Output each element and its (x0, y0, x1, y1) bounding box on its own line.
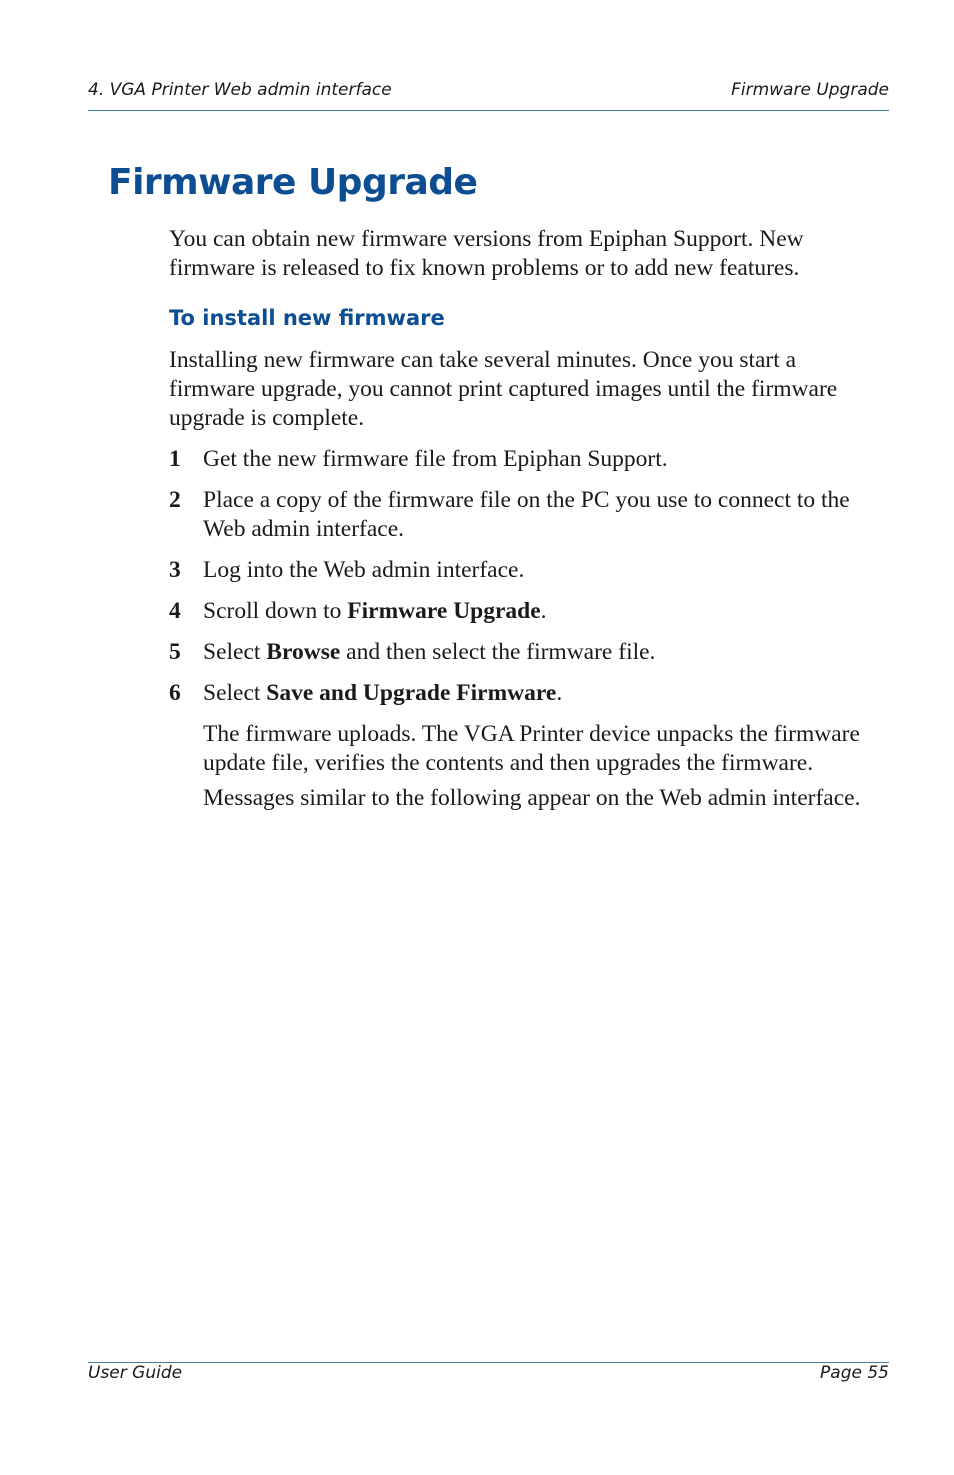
step-number: 5 (169, 639, 181, 665)
page-header (88, 78, 889, 111)
step-result (169, 720, 869, 813)
step-ui-label: Firmware Upgrade (347, 598, 541, 624)
step-text: Get the new firmware file from Epiphan Support. (203, 446, 668, 472)
step-ui-label: Browse (266, 639, 341, 665)
step-number: 1 (169, 446, 181, 472)
step-text-pre: Select (203, 680, 267, 706)
page-title: Firmware Upgrade (108, 162, 478, 203)
step-text: Place a copy of the firmware file on the PC you use to connect to the Web admin interface. (203, 487, 850, 542)
step-text-post: . (556, 680, 563, 706)
page-number: Page 55 (820, 1363, 889, 1383)
description-paragraph: Installing new firmware can take several minutes. Once you start a firmware upgrade, you cannot print captured images until the firmware upgrade is complete. (169, 347, 838, 431)
header-chapter: 4. VGA Printer Web admin interface (88, 80, 392, 100)
header-section: Firmware Upgrade (731, 80, 889, 100)
step-text-pre: Select (203, 639, 267, 665)
step-item (169, 486, 869, 544)
result-paragraph: Messages similar to the following appear on the Web admin interface. (203, 785, 861, 811)
page-footer (88, 1362, 889, 1393)
main-content (169, 225, 869, 819)
step-number: 3 (169, 557, 181, 583)
step-item (169, 445, 869, 474)
step-number: 2 (169, 487, 181, 513)
footer-doc-title: User Guide (88, 1363, 183, 1383)
step-text-post: . (540, 598, 547, 624)
step-text-post: and then select the firmware file. (340, 639, 656, 665)
intro-paragraph: You can obtain new firmware versions from Epiphan Support. New firmware is released to fix known problems or to add new features. (169, 226, 804, 281)
step-item (169, 597, 869, 626)
step-number: 6 (169, 680, 181, 706)
step-ui-label: Save and Upgrade Firmware (266, 680, 557, 706)
step-item (169, 638, 869, 667)
procedure-heading: To install new firmware (169, 306, 445, 330)
step-text: Log into the Web admin interface. (203, 557, 525, 583)
step-text-pre: Scroll down to (203, 598, 348, 624)
step-item (169, 556, 869, 585)
steps-list (169, 445, 869, 708)
step-item (169, 679, 869, 708)
result-paragraph: The firmware uploads. The VGA Printer device unpacks the firmware update file, verifies the contents and then upgrades the firmware. (203, 721, 860, 776)
step-number: 4 (169, 598, 181, 624)
